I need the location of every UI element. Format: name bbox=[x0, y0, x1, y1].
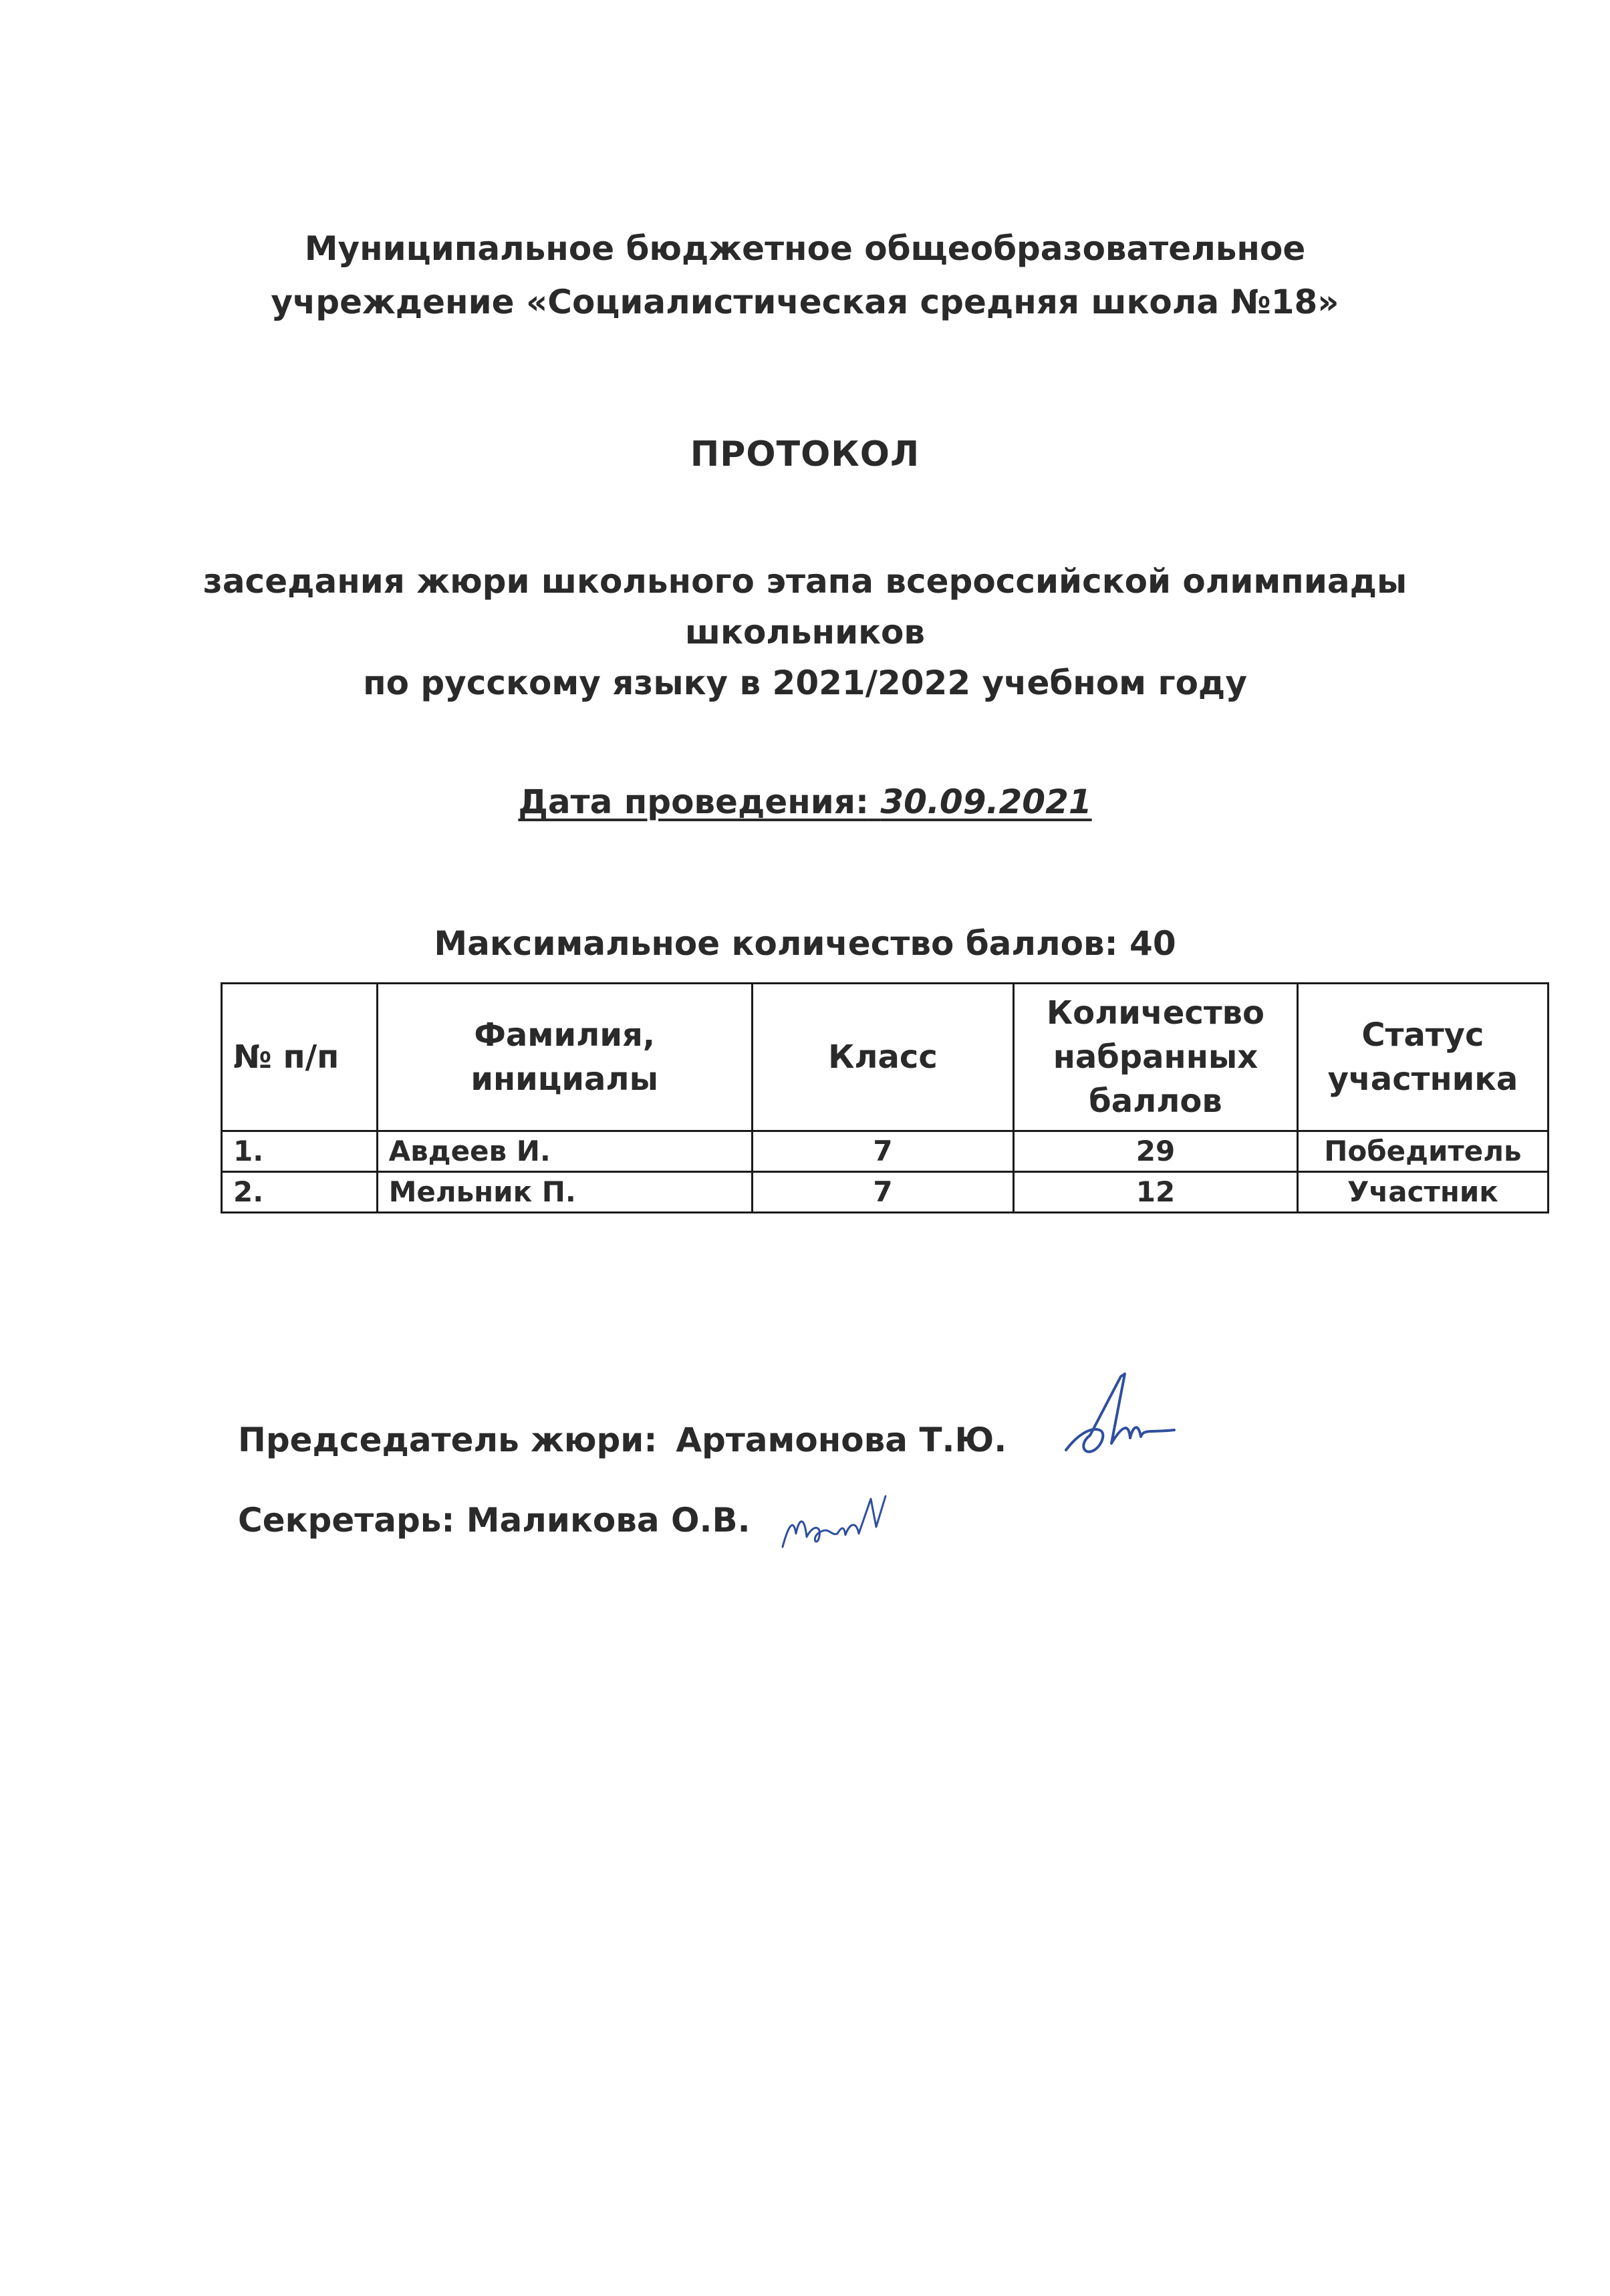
date-underline bbox=[518, 782, 1091, 821]
secretary-line bbox=[238, 1497, 751, 1544]
chair-line bbox=[238, 1417, 1007, 1463]
table-row bbox=[222, 1172, 1549, 1213]
date-line bbox=[0, 775, 1610, 829]
row-status: Победитель bbox=[1297, 1131, 1548, 1172]
meeting-description bbox=[0, 556, 1610, 708]
row-name: Авдеев И. bbox=[377, 1131, 752, 1172]
row-class: 7 bbox=[752, 1172, 1013, 1213]
header-class: Класс bbox=[752, 984, 1013, 1131]
school-line-2: учреждение «Социалистическая средняя школа №18» bbox=[271, 283, 1339, 321]
chair-label: Председатель жюри: bbox=[238, 1421, 658, 1459]
table-header-row bbox=[222, 984, 1549, 1131]
secretary-label: Секретарь: bbox=[238, 1501, 455, 1540]
secretary-signature bbox=[779, 1487, 892, 1560]
chair-name: Артамонова Т.Ю. bbox=[676, 1421, 1007, 1459]
row-name: Мельник П. bbox=[377, 1172, 752, 1213]
school-header bbox=[0, 222, 1610, 329]
date-label: Дата проведения: bbox=[518, 782, 869, 821]
date-value: 30.09.2021 bbox=[880, 782, 1092, 821]
max-score: Максимальное количество баллов: 40 bbox=[434, 924, 1176, 963]
header-num: № п/п bbox=[222, 984, 378, 1131]
meeting-line-3: по русскому языку в 2021/2022 учебном году bbox=[363, 664, 1247, 702]
secretary-name: Маликова О.В. bbox=[466, 1501, 751, 1540]
row-class: 7 bbox=[752, 1131, 1013, 1172]
school-line-1: Муниципальное бюджетное общеобразовательное bbox=[304, 229, 1306, 268]
meeting-line-1: заседания жюри школьного этапа всероссийской олимпиады bbox=[203, 562, 1407, 601]
chair-signature bbox=[1059, 1363, 1180, 1477]
row-score: 29 bbox=[1014, 1131, 1298, 1172]
row-num: 2. bbox=[222, 1172, 378, 1213]
table-row bbox=[222, 1131, 1549, 1172]
header-status: Статус участника bbox=[1297, 984, 1548, 1131]
document-title: ПРОТОКОЛ bbox=[690, 434, 920, 474]
results-table bbox=[221, 982, 1549, 1213]
meeting-line-2: школьников bbox=[684, 613, 926, 652]
row-score: 12 bbox=[1014, 1172, 1298, 1213]
header-score: Количество набранных баллов bbox=[1014, 984, 1298, 1131]
header-name: Фамилия, инициалы bbox=[377, 984, 752, 1131]
row-num: 1. bbox=[222, 1131, 378, 1172]
row-status: Участник bbox=[1297, 1172, 1548, 1213]
